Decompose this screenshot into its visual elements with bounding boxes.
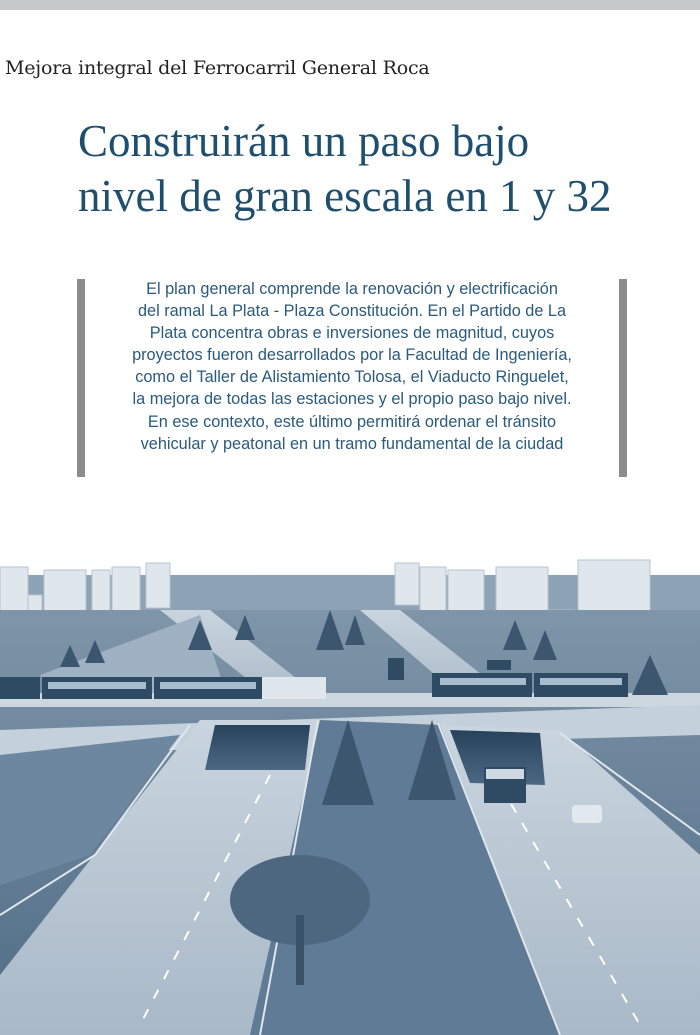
headline-line-1: Construirán un paso bajo bbox=[78, 116, 530, 166]
underpass-rendering bbox=[0, 555, 700, 1035]
lead-line: proyectos fueron desarrollados por la Facultad de Ingeniería, bbox=[132, 346, 572, 365]
lead-line: El plan general comprende la renovación y electrificación bbox=[146, 280, 558, 298]
lead-paragraph bbox=[92, 278, 612, 455]
lead-line: En ese contexto, este último permitirá ordenar el tránsito bbox=[147, 412, 557, 431]
lead-line: la mejora de todas las estaciones y el propio paso bajo nivel. bbox=[132, 390, 572, 409]
lead-line: del ramal La Plata - Plaza Constitución. En el Partido de La bbox=[137, 302, 567, 321]
top-rule bbox=[0, 0, 700, 10]
headline-line-2: nivel de gran escala en 1 y 32 bbox=[78, 171, 612, 221]
lead-line: Plata concentra obras e inversiones de magnitud, cuyos bbox=[149, 324, 555, 343]
lead-left-bar bbox=[77, 279, 85, 477]
page-title bbox=[78, 114, 678, 224]
section-kicker: Mejora integral del Ferrocarril General Roca bbox=[5, 57, 430, 79]
lead-right-bar bbox=[619, 279, 627, 477]
lead-line: como el Taller de Alistamiento Tolosa, el Viaducto Ringuelet, bbox=[135, 368, 569, 387]
lead-line: vehicular y peatonal en un tramo fundamental de la ciudad bbox=[140, 434, 564, 453]
